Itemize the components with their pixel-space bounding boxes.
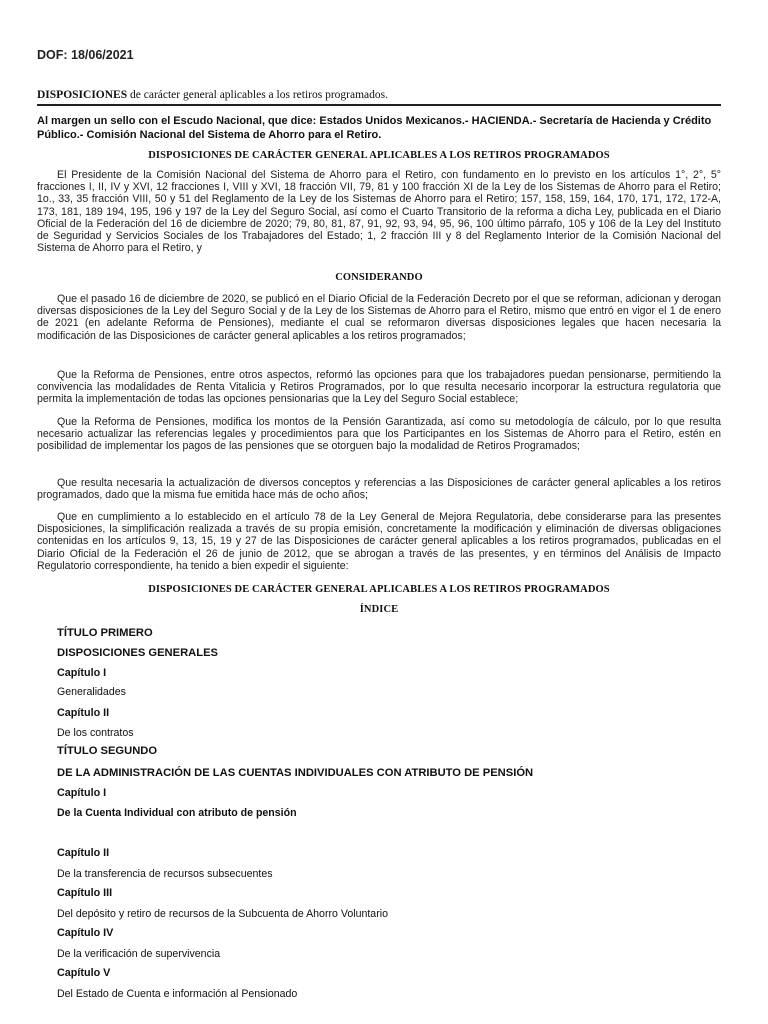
toc-chapter-name: De la transferencia de recursos subsecuentes <box>57 868 273 880</box>
toc-chapter: Capítulo IV <box>57 927 114 939</box>
toc-title-primero: TÍTULO PRIMERO <box>57 627 153 639</box>
considerando-paragraph-3: Que la Reforma de Pensiones, modifica los montos de la Pensión Garantizada, así como su metodología de cálculo, por lo que resulta necesario actualizar las referencias legales y procedimientos para que los Participantes en los Sistemas de Ahorro para el Retiro, estén en posibilidad de implementar los pagos de las pensiones que se otorguen bajo la modalidad de Retiros Programados; <box>37 416 721 453</box>
considerando-paragraph-4: Que resulta necesaria la actualización de diversos conceptos y referencias a las Disposiciones de carácter general aplicables a los retiros programados, dado que la misma fue emitida hace más de ocho años; <box>37 477 721 502</box>
considerando-paragraph-2: Que la Reforma de Pensiones, entre otros aspectos, reformó las opciones para que los trabajadores puedan pensionarse, permitiendo la convivencia las modalidades de Renta Vitalicia y Retiros Programados, por lo que resulta necesario incorporar la estructura regulatoria que permita la implementación de todas las opciones pensionarias que la Ley del Seguro Social establece; <box>37 369 721 406</box>
headline-divider <box>37 104 721 106</box>
considerando-heading: CONSIDERANDO <box>335 272 423 283</box>
toc-chapter-name: Del depósito y retiro de recursos de la Subcuenta de Ahorro Voluntario <box>57 908 388 920</box>
toc-chapter-name: Del Estado de Cuenta e información al Pensionado <box>57 988 298 1000</box>
indice-heading: ÍNDICE <box>359 604 399 615</box>
toc-chapter-name: De los contratos <box>57 727 134 739</box>
toc-chapter-name: De la verificación de supervivencia <box>57 948 221 960</box>
toc-chapter: Capítulo I <box>57 787 107 799</box>
considerando-paragraph-5: Que en cumplimiento a lo establecido en el artículo 78 de la Ley General de Mejora Regulatoria, debe considerarse para las presentes Disposiciones, la simplificación realizada a través de su propia emisión, concretamente la modificación y eliminación de diversas obligaciones contenidas en los artículos 9, 13, 15, 19 y 27 de las Disposiciones de carácter general aplicables a los retiros programados, publicadas en el Diario Oficial de la Federación el 26 de junio de 2012, que se abrogan a través de las presentes, y en términos del Análisis de Impacto Regulatorio correspondiente, ha tenido a bien expedir el siguiente: <box>37 511 721 572</box>
dof-date: DOF: 18/06/2021 <box>37 48 134 62</box>
toc-chapter: Capítulo II <box>57 707 110 719</box>
document-headline <box>37 89 720 101</box>
toc-title-segundo: TÍTULO SEGUNDO <box>57 745 158 757</box>
toc-chapter: Capítulo I <box>57 667 107 679</box>
considerando-paragraph-1: Que el pasado 16 de diciembre de 2020, se publicó en el Diario Oficial de la Federación Decreto por el que se reforman, adicionan y derogan diversas disposiciones de la Ley del Seguro Social y de la Ley de los Sistemas de Ahorro para el Retiro, mismo que entró en vigor el 1 de enero de 2021 (en adelante Reforma de Pensiones), mediante el cual se reformaron diversas disposiciones legales que hacen necesaria la modificación de las Disposiciones de carácter general aplicables a los retiros programados; <box>37 293 721 342</box>
headline-bold: DISPOSICIONES <box>37 89 128 101</box>
toc-chapter: Capítulo V <box>57 967 111 979</box>
toc-chapter: Capítulo III <box>57 887 113 899</box>
toc-chapter: Capítulo II <box>57 847 110 859</box>
toc-chapter-name: De la Cuenta Individual con atributo de pensión <box>57 807 297 819</box>
headline-rest: de carácter general aplicables a los retiros programados. <box>127 89 388 101</box>
main-title-repeat: DISPOSICIONES DE CARÁCTER GENERAL APLICABLES A LOS RETIROS PROGRAMADOS <box>148 584 610 595</box>
seal-paragraph: Al margen un sello con el Escudo Nacional, que dice: Estados Unidos Mexicanos.- HACIENDA.- Secretaría de Hacienda y Crédito Público.- Comisión Nacional del Sistema de Ahorro para el Retiro. <box>37 115 712 141</box>
main-title: DISPOSICIONES DE CARÁCTER GENERAL APLICABLES A LOS RETIROS PROGRAMADOS <box>148 150 610 161</box>
toc-chapter-name: Generalidades <box>57 686 126 698</box>
toc-title-primero-name: DISPOSICIONES GENERALES <box>57 647 219 659</box>
toc-title-segundo-name: DE LA ADMINISTRACIÓN DE LAS CUENTAS INDIVIDUALES CON ATRIBUTO DE PENSIÓN <box>57 767 534 779</box>
preamble-paragraph: El Presidente de la Comisión Nacional del Sistema de Ahorro para el Retiro, con fundamento en lo previsto en los artículos 1°, 2°, 5° fracciones I, II, IV y XVI, 12 fracciones I, VIII y XVI, 18 fracción VII, 79, 81 y 100 fracción XI de la Ley de los Sistemas de Ahorro para el Retiro; 1o., 33, 35 fracción VIII, 50 y 51 del Reglamento de la Ley de los Sistemas de Ahorro para el Retiro; 157, 158, 159, 164, 170, 171, 172, 172-A, 173, 181, 189 194, 195, 196 y 197 de la Ley del Seguro Social, así como el Cuarto Transitorio de la reforma a dicha Ley, publicada en el Diario Oficial de la Federación del 16 de diciembre de 2020; 79, 80, 81, 87, 91, 92, 93, 94, 95, 96, 100 último párrafo, 105 y 106 de la Ley del Instituto de Seguridad y Servicios Sociales de los Trabajadores del Estado; 1, 2 fracción III y 8 del Reglamento Interior de la Comisión Nacional del Sistema de Ahorro para el Retiro, y <box>37 169 721 255</box>
